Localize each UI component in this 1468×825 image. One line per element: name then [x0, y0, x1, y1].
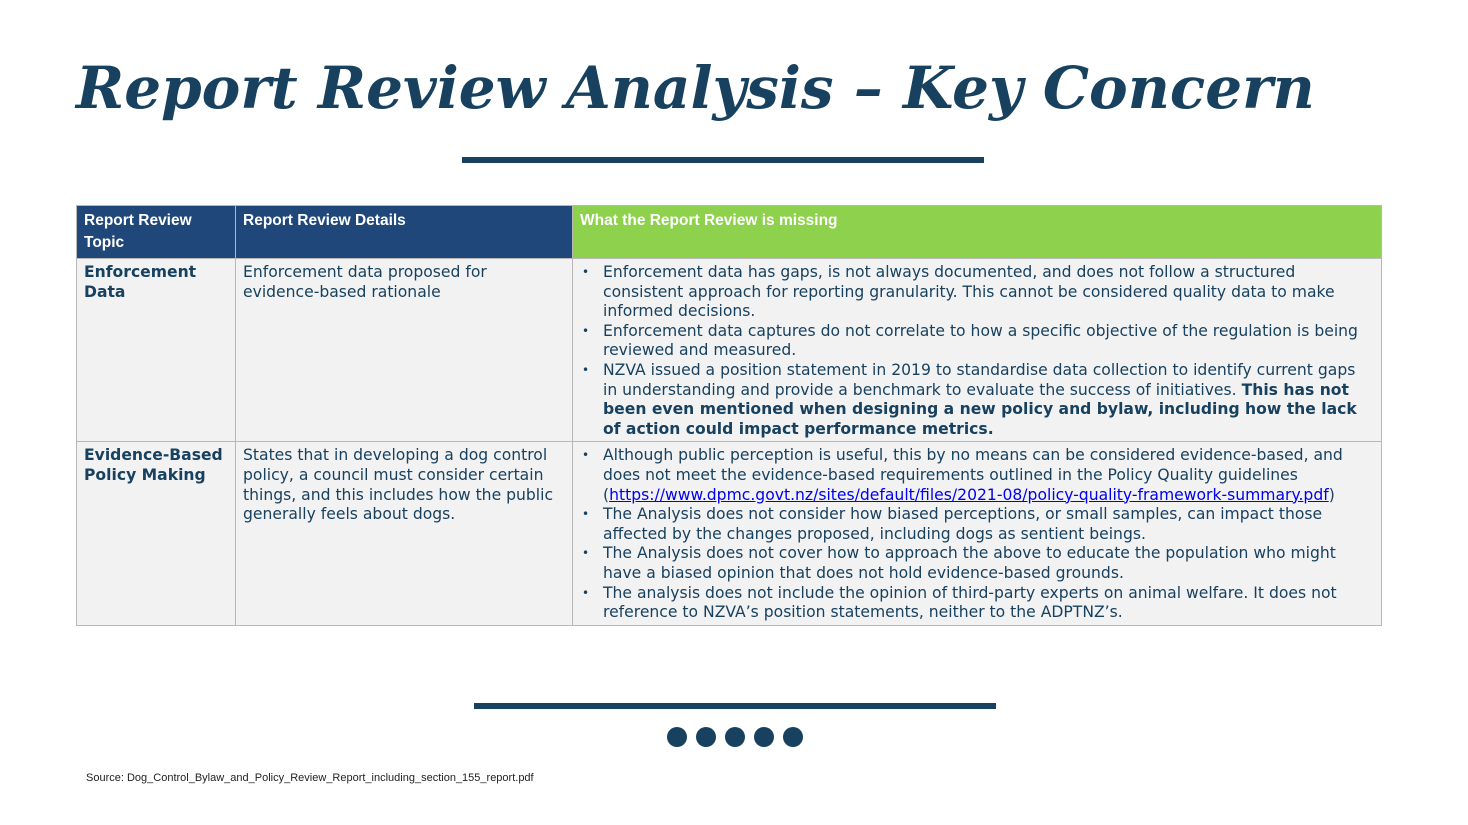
row-details: Enforcement data proposed for evidence-based rationale	[236, 259, 573, 442]
review-table	[76, 205, 1382, 626]
table-header-row	[77, 206, 1382, 259]
footer-divider	[474, 703, 996, 709]
row-missing	[573, 259, 1382, 442]
list-item	[580, 584, 1374, 623]
list-item	[580, 322, 1374, 361]
bullet-text: The Analysis does not consider how biased perceptions, or small samples, can impact those affected by the changes proposed, including dogs as sentient beings.	[603, 505, 1323, 543]
list-item	[580, 263, 1374, 322]
source-citation: Source: Dog_Control_Bylaw_and_Policy_Review_Report_including_section_155_report.pdf	[86, 772, 534, 784]
header-missing: What the Report Review is missing	[573, 206, 1382, 259]
missing-list	[580, 446, 1374, 622]
policy-quality-link[interactable]: https://www.dpmc.govt.nz/sites/default/files/2021-08/policy-quality-framework-summary.pdf	[609, 485, 1329, 504]
list-item	[580, 505, 1374, 544]
link-paren-open: (	[603, 485, 610, 504]
bullet-text: Enforcement data has gaps, is not always documented, and does not follow a structured consistent approach for reporting granularity. This cannot be considered quality data to make informed decisions.	[603, 263, 1335, 321]
header-details: Report Review Details	[236, 206, 573, 259]
row-topic: Enforcement Data	[77, 259, 236, 442]
list-item	[580, 544, 1374, 583]
list-item	[580, 361, 1374, 439]
bullet-text: The analysis does not include the opinion of third-party experts on animal welfare. It does not reference to NZVA’s position statements, neither to the ADPTNZ’s.	[603, 583, 1337, 622]
pagination-dot	[725, 727, 745, 747]
pagination-dots	[667, 727, 803, 747]
table-row	[77, 442, 1382, 625]
header-topic: Report Review Topic	[77, 206, 236, 259]
table-row	[77, 259, 1382, 442]
row-topic: Evidence-Based Policy Making	[77, 442, 236, 625]
bullet-text: The Analysis does not cover how to approach the above to educate the population who might have a biased opinion that does not hold evidence-based grounds.	[603, 544, 1336, 582]
bullet-text: NZVA issued a position statement in 2019 to standardise data collection to identify current gaps in understanding and provide a benchmark to evaluate the success of initiatives.	[603, 360, 1356, 399]
page-title: Report Review Analysis – Key Concern	[76, 54, 1315, 122]
pagination-dot	[667, 727, 687, 747]
link-paren-close: )	[1328, 485, 1335, 504]
row-missing	[573, 442, 1382, 625]
row-details: States that in developing a dog control policy, a council must consider certain things, and this includes how the public generally feels about dogs.	[236, 442, 573, 625]
missing-list	[580, 263, 1374, 439]
list-item	[580, 446, 1374, 505]
pagination-dot	[754, 727, 774, 747]
title-divider	[462, 157, 984, 163]
bullet-bold-text: This has not been even mentioned when designing a new policy and bylaw, including how the lack of action could impact performance metrics.	[603, 380, 1357, 438]
pagination-dot	[783, 727, 803, 747]
bullet-text: Although public perception is useful, this by no means can be considered evidence-based, and does not meet the evidence-based requirements outlined in the Policy Quality guidelines	[603, 446, 1343, 484]
pagination-dot	[696, 727, 716, 747]
bullet-text: Enforcement data captures do not correlate to how a specific objective of the regulation is being reviewed and measured.	[603, 321, 1358, 360]
